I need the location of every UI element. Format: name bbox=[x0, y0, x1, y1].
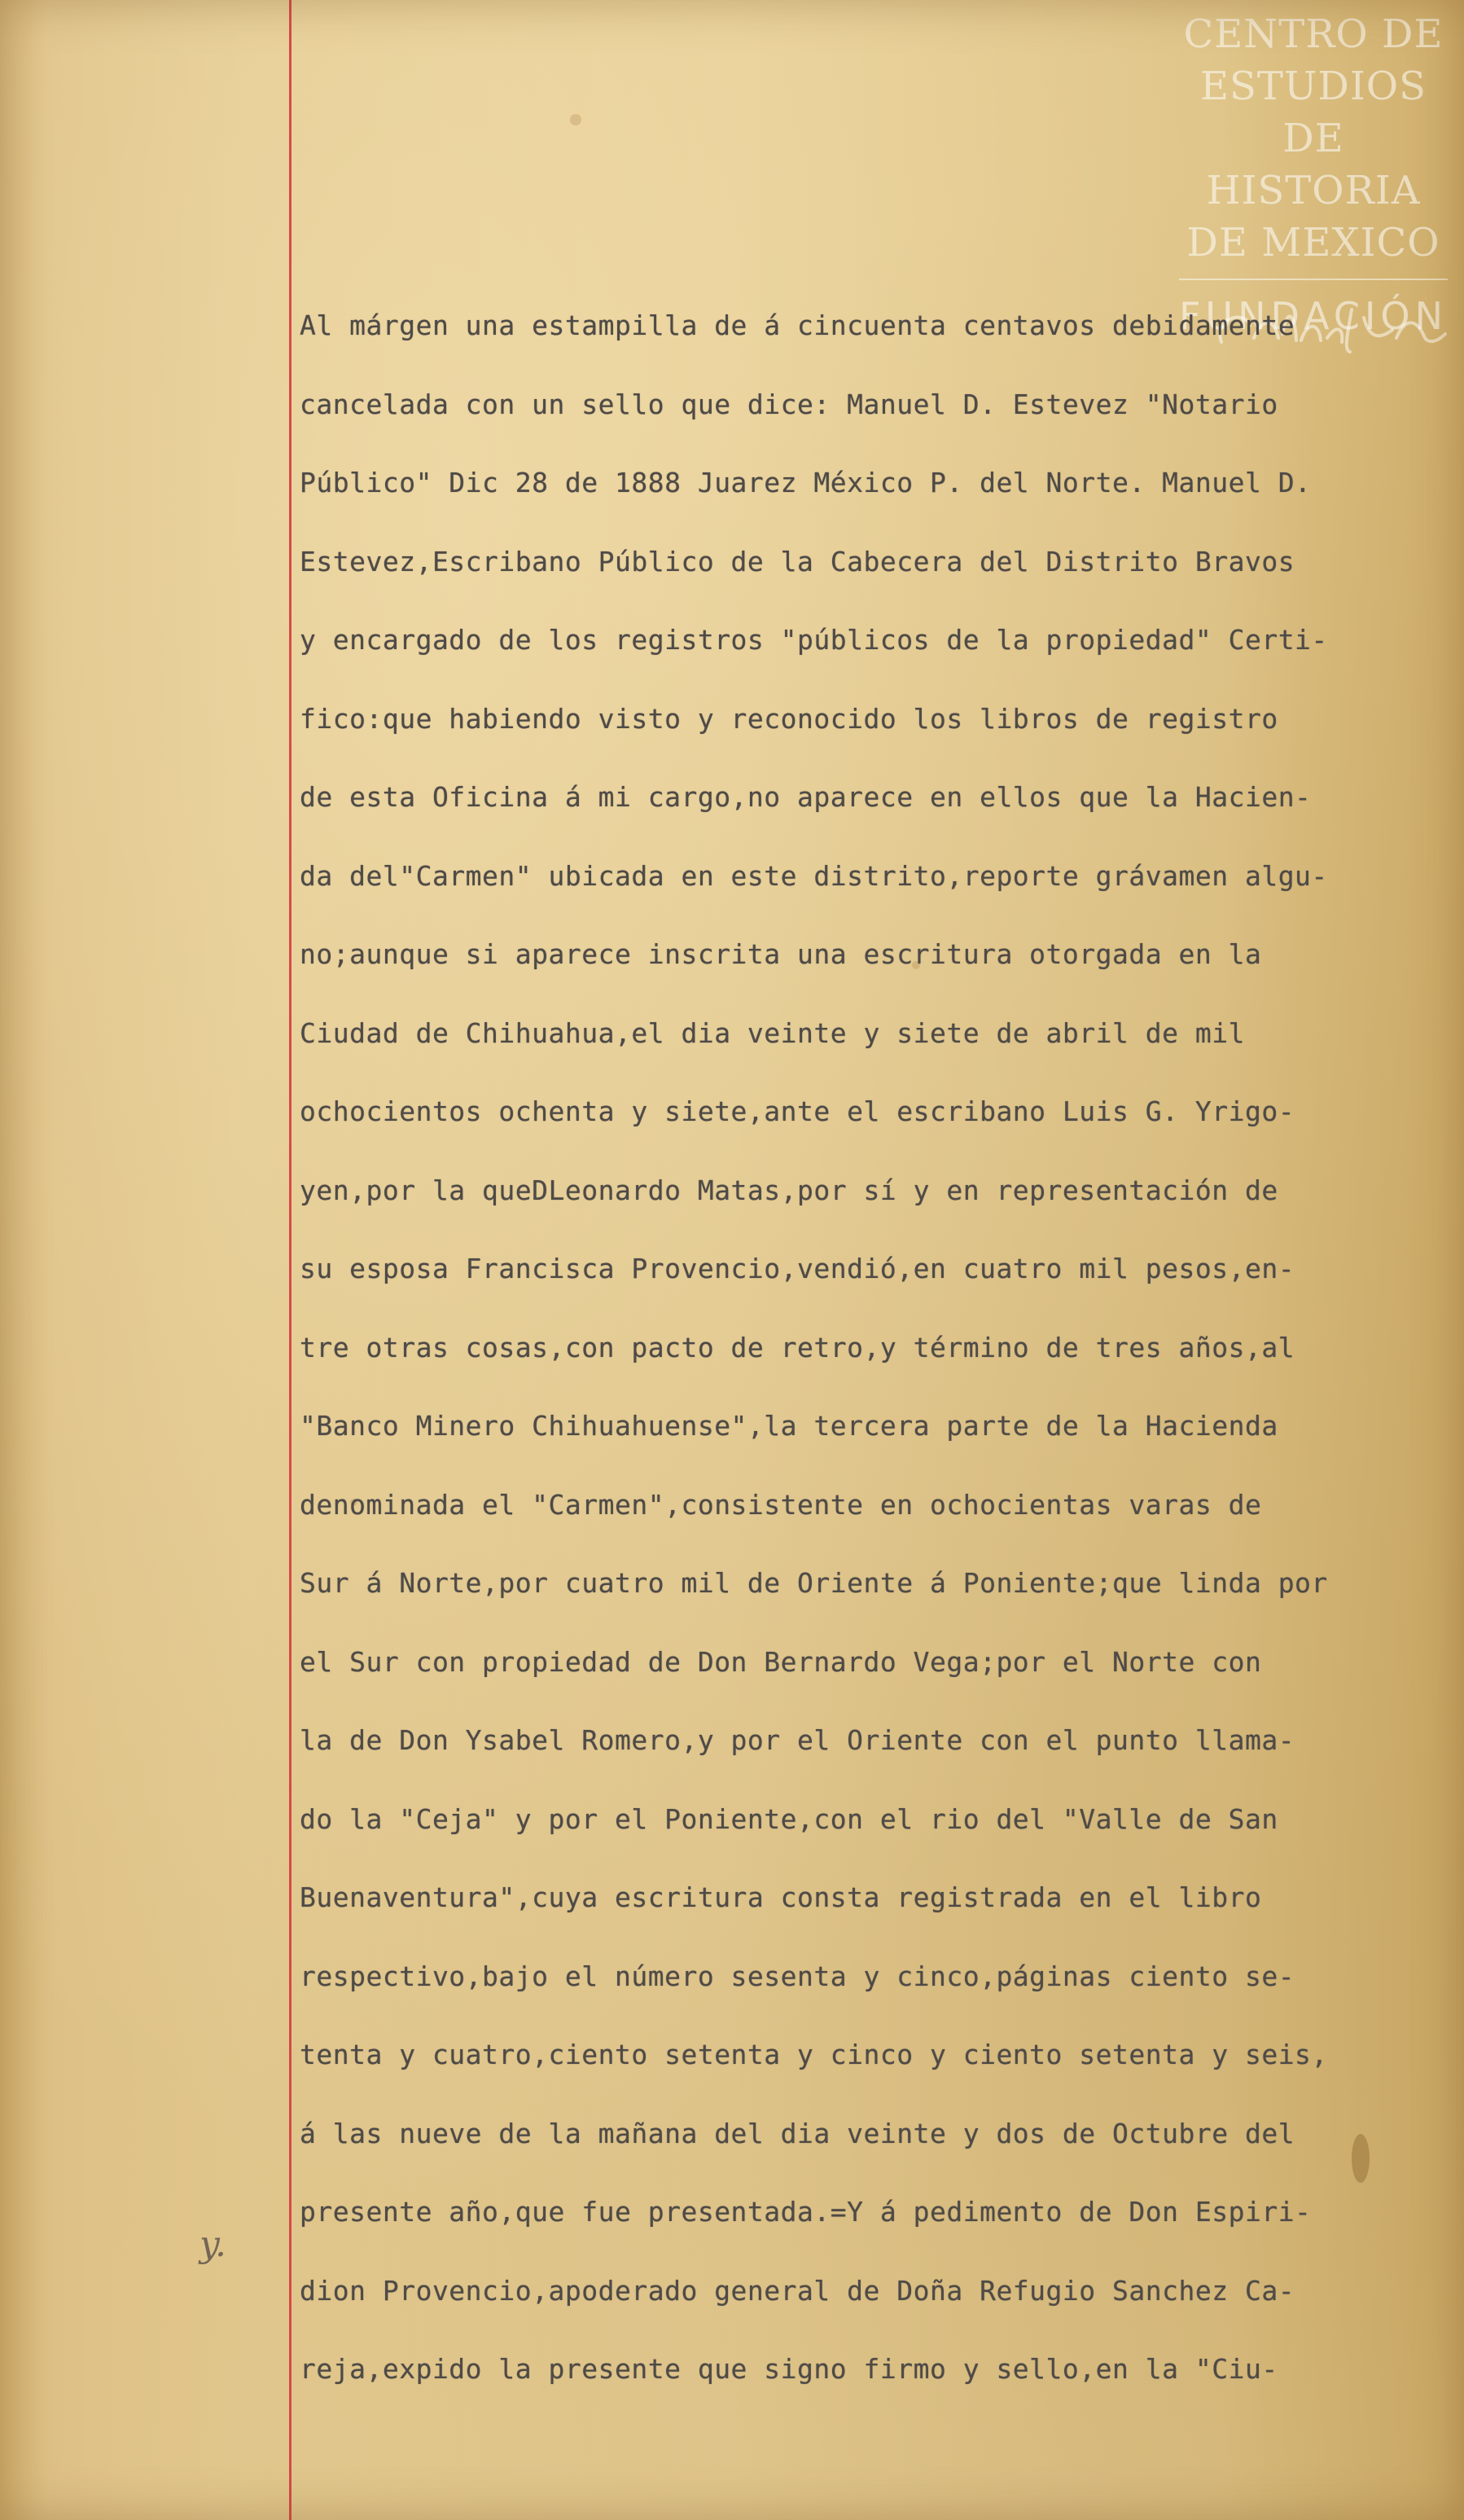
document-line: da del"Carmen" ubicada en este distrito,reporte grávamen algu- bbox=[300, 859, 1328, 892]
paper-stain bbox=[570, 114, 581, 125]
typed-document-body bbox=[300, 301, 1456, 2424]
watermark-line-4: DE MEXICO bbox=[1186, 220, 1440, 266]
document-line: Sur á Norte,por cuatro mil de Oriente á Poniente;que linda por bbox=[300, 1567, 1328, 1599]
document-line: Estevez,Escribano Público de la Cabecera del Distrito Bravos bbox=[300, 545, 1295, 577]
watermark-line-1: CENTRO DE bbox=[1183, 11, 1444, 57]
document-line: á las nueve de la mañana del dia veinte y dos de Octubre del bbox=[300, 2117, 1295, 2149]
document-line: tre otras cosas,con pacto de retro,y término de tres años,al bbox=[300, 1331, 1295, 1363]
document-line: denominada el "Carmen",consistente en ochocientas varas de bbox=[300, 1488, 1262, 1521]
document-line: su esposa Francisca Provencio,vendió,en cuatro mil pesos,en- bbox=[300, 1253, 1295, 1284]
document-line: y encargado de los registros "públicos de la propiedad" Certi- bbox=[300, 624, 1328, 656]
document-line: el Sur con propiedad de Don Bernardo Vega;por el Norte con bbox=[300, 1645, 1262, 1678]
margin-annotation: y. bbox=[199, 2224, 226, 2265]
watermark-foundation: FUNDACIÓN bbox=[1178, 294, 1449, 338]
document-line: fico:que habiendo visto y reconocido los libros de registro bbox=[300, 702, 1278, 735]
document-line: ochocientos ochenta y siete,ante el escribano Luis G. Yrigo- bbox=[300, 1095, 1295, 1127]
watermark-line-3: DE HISTORIA bbox=[1206, 116, 1421, 213]
document-line: reja,expido la presente que signo firmo y sello,en la "Ciu- bbox=[300, 2353, 1278, 2385]
red-margin-line bbox=[289, 0, 291, 2520]
document-line: cancelada con un sello que dice: Manuel D. Estevez "Notario bbox=[300, 388, 1278, 420]
document-line: Buenaventura",cuya escritura consta registrada en el libro bbox=[300, 1881, 1262, 1913]
document-line: do la "Ceja" y por el Poniente,con el rio del "Valle de San bbox=[300, 1802, 1278, 1835]
document-line: presente año,que fue presentada.=Y á pedimento de Don Espiri- bbox=[300, 2196, 1312, 2228]
document-line: de esta Oficina á mi cargo,no aparece en ellos que la Hacien- bbox=[300, 781, 1312, 813]
document-line: tenta y cuatro,ciento setenta y cinco y ciento setenta y seis, bbox=[300, 2039, 1328, 2070]
document-line: respectivo,bajo el número sesenta y cinco,páginas ciento se- bbox=[300, 1960, 1295, 1992]
document-line: Ciudad de Chihuahua,el dia veinte y siete de abril de mil bbox=[300, 1016, 1245, 1049]
document-line: no;aunque si aparece inscrita una escritura otorgada en la bbox=[300, 938, 1262, 970]
document-line: "Banco Minero Chihuahuense",la tercera parte de la Hacienda bbox=[300, 1410, 1278, 1442]
watermark-line-2: ESTUDIOS bbox=[1199, 64, 1427, 109]
document-line: la de Don Ysabel Romero,y por el Oriente con el punto llama- bbox=[300, 1724, 1295, 1756]
document-line: yen,por la queDLeonardo Matas,por sí y en representación de bbox=[300, 1174, 1278, 1206]
document-line: dion Provencio,apoderado general de Doña Refugio Sanchez Ca- bbox=[300, 2274, 1295, 2307]
document-line: Al márgen una estampilla de á cincuenta centavos debidamente bbox=[300, 310, 1295, 341]
watermark-rule bbox=[1179, 279, 1448, 280]
document-line: Público" Dic 28 de 1888 Juarez México P. del Norte. Manuel D. bbox=[300, 467, 1312, 498]
